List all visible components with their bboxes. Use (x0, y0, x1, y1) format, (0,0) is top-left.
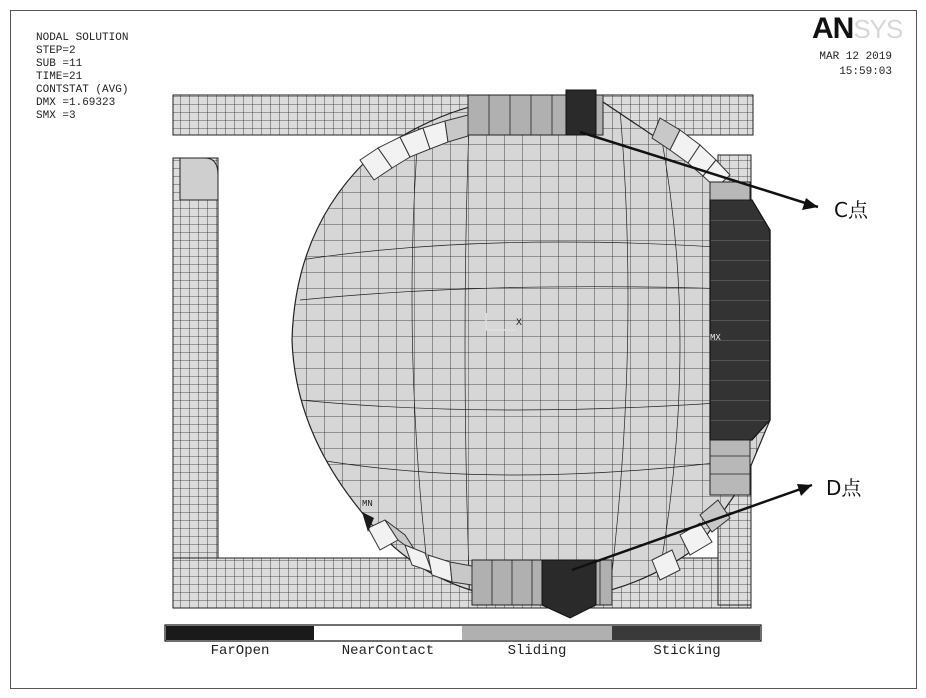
info-line: TIME=21 (36, 71, 83, 83)
point-d-sticking (542, 560, 596, 618)
fillet-mesh (180, 158, 218, 200)
legend-label-sliding: Sliding (507, 643, 567, 659)
info-line: SUB =11 (36, 58, 83, 70)
legend-swatch-sticking (612, 626, 760, 640)
legend-label-sticking: Sticking (653, 643, 721, 659)
origin-x-label: X (516, 318, 523, 329)
right-block-bottom-sliding (710, 440, 750, 495)
plot-date: MAR 12 2019 (819, 51, 892, 63)
callout-c-label: C点 (834, 198, 868, 222)
legend-label-faropen: FarOpen (210, 643, 270, 659)
left-rail-mesh (173, 158, 218, 608)
info-line: STEP=2 (36, 45, 76, 57)
right-sticking-block (710, 200, 770, 440)
d-arrowhead (797, 484, 812, 496)
logo-text: AN (812, 12, 854, 45)
legend-label-nearcontact: NearContact (341, 643, 435, 659)
info-line: SMX =3 (36, 110, 76, 122)
point-c-sticking (566, 90, 596, 135)
plot-time: 15:59:03 (839, 66, 892, 78)
legend-swatch-faropen (166, 626, 314, 640)
callout-d-label: D点 (826, 476, 862, 500)
c-arrowhead (802, 198, 818, 210)
mn-label: MN (362, 499, 373, 509)
legend-swatch-nearcontact (314, 626, 462, 640)
plot-title: NODAL SOLUTION (36, 32, 129, 44)
info-line: DMX =1.69323 (36, 97, 116, 109)
legend-swatch-sliding (462, 626, 612, 640)
info-line: CONTSTAT (AVG) (36, 84, 129, 96)
logo-text-faded: SYS (853, 14, 903, 44)
mx-label: MX (710, 333, 721, 343)
